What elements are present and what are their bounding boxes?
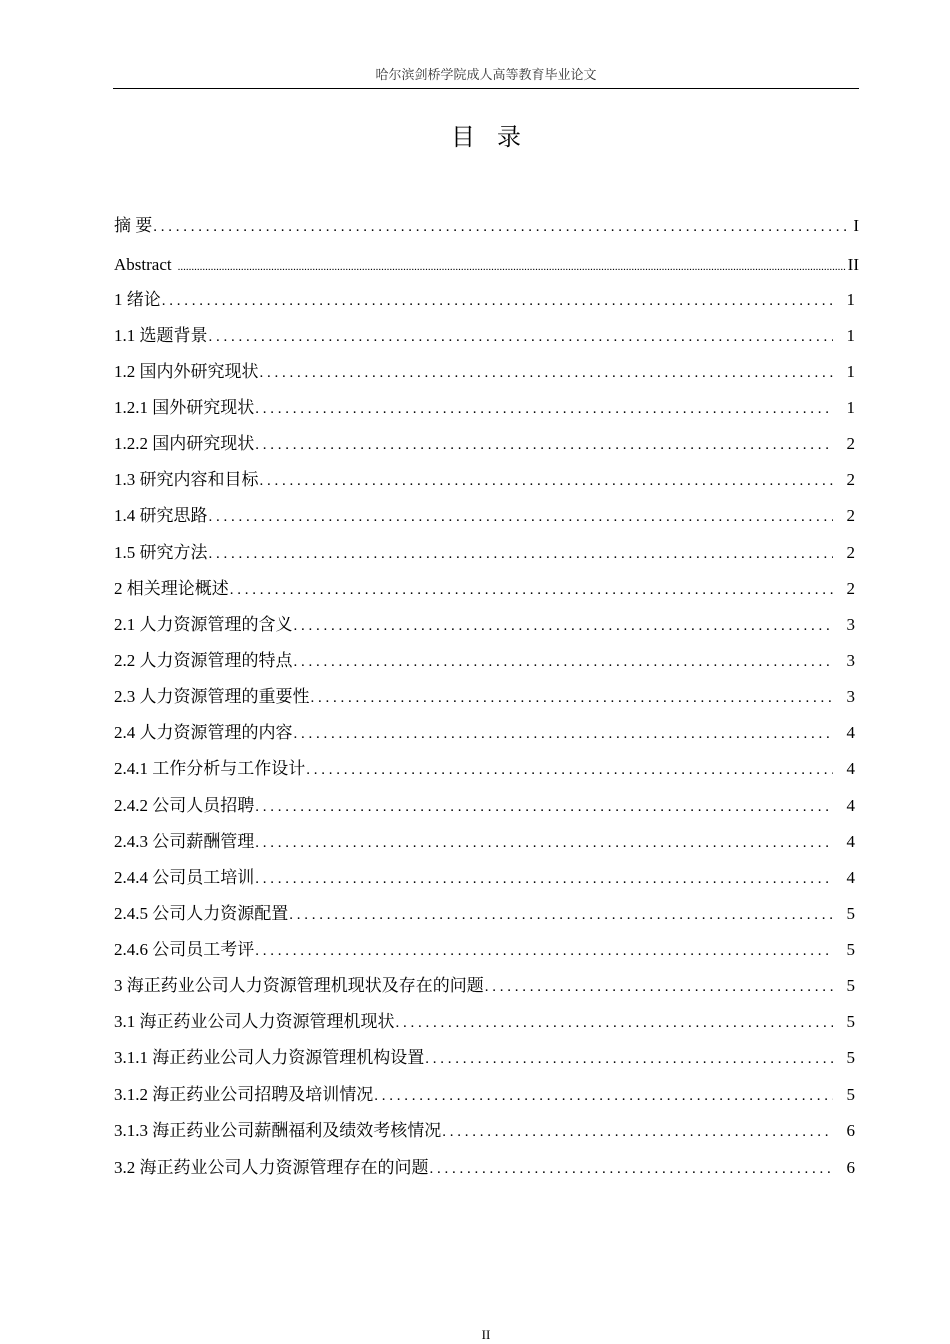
- toc-entry-label: 2.4.6 公司员工考评: [114, 940, 255, 959]
- toc-entry-label: 2 相关理论概述: [114, 579, 229, 598]
- toc-entry: [114, 974, 859, 998]
- toc-entry-label: 3 海正药业公司人力资源管理机现状及存在的问题: [114, 976, 484, 995]
- toc-entry: [114, 1156, 859, 1180]
- toc-entry: [114, 721, 859, 745]
- toc-entry-page: 5: [846, 904, 855, 923]
- toc-entry-page: 5: [846, 1085, 855, 1104]
- toc-dot-leader: [294, 649, 834, 674]
- toc-dot-leader: [306, 757, 833, 782]
- toc-entry: [114, 613, 859, 637]
- toc-entry-label: 2.4.3 公司薪酬管理: [114, 832, 255, 851]
- toc-entry-page: 4: [846, 796, 855, 815]
- toc-entry: [114, 396, 859, 420]
- toc-dot-leader: [485, 974, 833, 999]
- toc-entry: [114, 214, 859, 238]
- toc-dot-leader: [255, 866, 833, 891]
- toc-dot-leader: [255, 830, 833, 855]
- toc-entry-label: 2.4.5 公司人力资源配置: [114, 904, 289, 923]
- toc-dot-leader: [209, 541, 834, 566]
- toc-entry: [114, 649, 859, 673]
- toc-entry-page: II: [847, 255, 859, 274]
- toc-entry-label: 1.2.2 国内研究现状: [114, 434, 255, 453]
- toc-entry-page: 4: [846, 832, 855, 851]
- toc-entry-label: 2.1 人力资源管理的含义: [114, 615, 293, 634]
- toc-entry: [114, 468, 859, 492]
- toc-dot-leader: [178, 253, 846, 279]
- toc-entry-page: 1: [846, 290, 855, 309]
- toc-dot-leader: [260, 468, 834, 493]
- toc-dot-leader: [209, 324, 834, 349]
- toc-dot-leader: [289, 902, 833, 927]
- toc-dot-leader: [255, 938, 833, 963]
- toc-dot-leader: [255, 432, 833, 457]
- page-header: 哈尔滨剑桥学院成人高等教育毕业论文: [375, 67, 597, 82]
- toc-dot-leader: [430, 1156, 834, 1181]
- page-title: 目录: [451, 125, 543, 151]
- toc-entry: [114, 685, 859, 709]
- toc-entry-label: 2.2 人力资源管理的特点: [114, 651, 293, 670]
- toc-entry: [114, 1119, 859, 1143]
- toc-entry-label: 1.5 研究方法: [114, 543, 208, 562]
- toc-entry: [114, 902, 859, 926]
- toc-entry-label: 1 绪论: [114, 290, 161, 309]
- toc-entry: [114, 288, 859, 312]
- toc-entry-page: 2: [846, 543, 855, 562]
- toc-dot-leader: [294, 613, 834, 638]
- toc-entry-page: 2: [846, 579, 855, 598]
- toc-dot-leader: [255, 794, 833, 819]
- toc-entry: [114, 360, 859, 384]
- toc-entry-page: 4: [846, 723, 855, 742]
- toc-entry-page: 1: [846, 326, 855, 345]
- toc-entry-label: 2.4.4 公司员工培训: [114, 868, 255, 887]
- toc-dot-leader: [374, 1083, 833, 1108]
- toc-dot-leader: [311, 685, 834, 710]
- header-divider: [113, 88, 859, 89]
- toc-entry-label: 1.2 国内外研究现状: [114, 362, 259, 381]
- toc-entry-page: 1: [846, 398, 855, 417]
- toc-entry-label: 摘 要: [114, 216, 153, 235]
- toc-entry-page: 4: [846, 759, 855, 778]
- toc-entry-label: 2.4.1 工作分析与工作设计: [114, 759, 306, 778]
- toc-dot-leader: [255, 396, 833, 421]
- toc-entry-label: 1.2.1 国外研究现状: [114, 398, 255, 417]
- toc-dot-leader: [294, 721, 834, 746]
- toc-entry-label: 3.1.3 海正药业公司薪酬福利及绩效考核情况: [114, 1121, 442, 1140]
- toc-entry: [114, 794, 859, 818]
- toc-entry-page: I: [853, 216, 859, 235]
- toc-entry: [114, 253, 859, 277]
- toc-dot-leader: [230, 577, 833, 602]
- toc-entry-label: 1.4 研究思路: [114, 506, 208, 525]
- toc-dot-leader: [260, 360, 834, 385]
- toc-entry-label: 2.4 人力资源管理的内容: [114, 723, 293, 742]
- toc-dot-leader: [153, 214, 849, 239]
- toc-entry: [114, 866, 859, 890]
- toc-entry: [114, 577, 859, 601]
- toc-entry: [114, 541, 859, 565]
- toc-entry-page: 3: [846, 615, 855, 634]
- toc-entry-page: 3: [846, 687, 855, 706]
- toc-entry: [114, 1083, 859, 1107]
- toc-entry-page: 5: [846, 1012, 855, 1031]
- toc-entry-label: 1.3 研究内容和目标: [114, 470, 259, 489]
- toc-entry-page: 1: [846, 362, 855, 381]
- toc-entry-page: 2: [846, 470, 855, 489]
- toc-entry-page: 5: [846, 1048, 855, 1067]
- page-number: II: [481, 1327, 491, 1342]
- toc-entry-label: 3.2 海正药业公司人力资源管理存在的问题: [114, 1158, 429, 1177]
- toc-dot-leader: [425, 1046, 833, 1071]
- toc-entry-page: 5: [846, 940, 855, 959]
- toc-entry-label: 2.3 人力资源管理的重要性: [114, 687, 310, 706]
- toc-entry: [114, 432, 859, 456]
- toc-entry-page: 2: [846, 506, 855, 525]
- toc-entry-label: 1.1 选题背景: [114, 326, 208, 345]
- toc-entry-page: 6: [846, 1158, 855, 1177]
- toc-entry: [114, 1010, 859, 1034]
- toc-entry-page: 2: [846, 434, 855, 453]
- toc-entry-label: 3.1 海正药业公司人力资源管理机现状: [114, 1012, 395, 1031]
- toc-entry-label: 3.1.2 海正药业公司招聘及培训情况: [114, 1085, 374, 1104]
- toc-entry-page: 3: [846, 651, 855, 670]
- toc-entry: [114, 1046, 859, 1070]
- toc-entry-page: 5: [846, 976, 855, 995]
- toc-dot-leader: [209, 504, 834, 529]
- toc-dot-leader: [162, 288, 833, 313]
- toc-entry: [114, 830, 859, 854]
- toc-dot-leader: [396, 1010, 834, 1035]
- toc-entry-page: 6: [846, 1121, 855, 1140]
- toc-entry-label: 2.4.2 公司人员招聘: [114, 796, 255, 815]
- toc-entry-label: 3.1.1 海正药业公司人力资源管理机构设置: [114, 1048, 425, 1067]
- toc-entry-label: Abstract: [114, 255, 172, 274]
- toc-entry: [114, 504, 859, 528]
- toc-entry: [114, 938, 859, 962]
- toc-dot-leader: [442, 1119, 833, 1144]
- toc-entry-page: 4: [846, 868, 855, 887]
- toc-entry: [114, 757, 859, 781]
- toc-entry: [114, 324, 859, 348]
